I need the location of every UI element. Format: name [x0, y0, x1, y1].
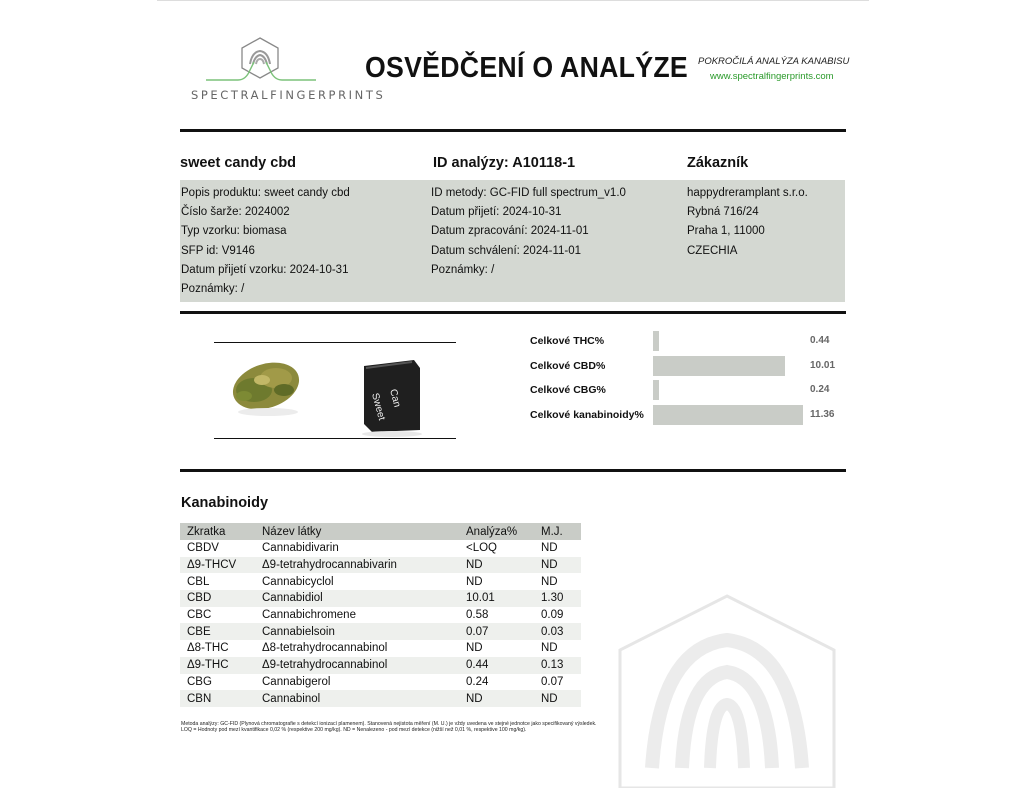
- table-cell: Cannabidiol: [255, 590, 459, 607]
- product-detail-line: Popis produktu: sweet candy cbd: [181, 187, 350, 199]
- cannabinoids-table: [180, 523, 581, 707]
- table-cell: ND: [534, 690, 581, 707]
- table-cell: ND: [541, 542, 558, 555]
- logo-wordmark: SPECTRALFINGERPRINTS: [191, 88, 386, 102]
- table-cell: 0.03: [534, 623, 581, 640]
- page-top-border: [157, 0, 869, 1]
- table-cell: ND: [541, 575, 558, 588]
- table-cell: Δ9-tetrahydrocannabivarin: [255, 557, 459, 574]
- table-cell: 10.01: [459, 590, 534, 607]
- divider-rule: [180, 469, 846, 472]
- footnote-line: LOQ = Hodnoty pod mezí kvantifikace 0,02 % (respektive 200 mg/kg). ND = Nenalezeno - pod mezí detekce (nižší než 0,01 %, respektive 100 mg/kg).: [181, 727, 527, 734]
- table-cell: 1.30: [534, 590, 581, 607]
- table-cell: CBG: [187, 675, 212, 688]
- table-cell: Cannabielsoin: [255, 623, 459, 640]
- divider-rule: [180, 311, 846, 314]
- table-cell: 0.44: [459, 657, 534, 674]
- total-bar: [653, 405, 803, 425]
- table-row: [180, 573, 581, 590]
- table-cell: 0.24: [466, 675, 489, 688]
- table-cell: CBE: [180, 623, 255, 640]
- table-cell: Δ8-tetrahydrocannabinol: [262, 642, 388, 655]
- table-cell: CBDV: [187, 542, 219, 555]
- total-bar: [653, 380, 803, 400]
- column-header: M.J.: [534, 523, 581, 540]
- table-cell: Δ9-tetrahydrocannabinol: [255, 657, 459, 674]
- table-cell: Cannabichromene: [262, 609, 356, 622]
- product-details: [181, 184, 350, 299]
- column-header: Analýza%: [459, 523, 534, 540]
- customer-details: [687, 184, 808, 261]
- analysis-details: [431, 184, 626, 280]
- svg-text:Sweet: Sweet: [369, 391, 387, 422]
- product-detail-line: Datum přijetí vzorku: 2024-10-31: [181, 263, 349, 276]
- table-cell: Δ9-THC: [180, 657, 255, 674]
- analysis-detail-line: Poznámky: /: [431, 263, 495, 276]
- table-row: [180, 540, 581, 557]
- photo-bottom-line: [214, 438, 456, 439]
- analysis-detail-line: Datum zpracování: 2024-11-01: [431, 225, 589, 238]
- table-cell: 0.13: [534, 657, 581, 674]
- table-row: [180, 690, 581, 707]
- tagline: POKROČILÁ ANALÝZA KANABISU: [698, 56, 850, 67]
- document-title: OSVĚDČENÍ O ANALÝZE: [365, 52, 688, 84]
- table-cell: ND: [466, 575, 483, 588]
- total-bar: [653, 356, 803, 376]
- customer-detail-line: happydreramplant s.r.o.: [687, 187, 808, 199]
- table-header-row: [180, 523, 581, 540]
- table-cell: Cannabidivarin: [262, 542, 339, 555]
- method-footnote: [181, 721, 601, 734]
- product-heading: sweet candy cbd: [180, 155, 297, 171]
- footnote-line: Metoda analýzy: GC-FID (Plynová chromatografie s detekcí ionizací plamenem). Stanovená nejistota měření (M. U.) je vždy uvedena ve stejné jednotce jako specifikovaný výsledek.: [181, 721, 597, 727]
- divider-rule: [180, 129, 846, 132]
- table-row: [180, 557, 581, 574]
- total-bar-fill: [653, 380, 659, 400]
- table-cell: 0.09: [541, 609, 564, 622]
- table-cell: <LOQ: [466, 542, 498, 555]
- table-cell: Cannabigerol: [262, 675, 331, 688]
- table-row: [180, 640, 581, 657]
- analysis-detail-line: Datum přijetí: 2024-10-31: [431, 206, 562, 219]
- total-bar: [653, 331, 803, 351]
- customer-detail-line: Praha 1, 11000: [687, 225, 765, 238]
- table-row: [180, 674, 581, 691]
- table-cell: Cannabinol: [255, 690, 459, 707]
- photo-top-line: [214, 342, 456, 343]
- table-cell: 0.07: [459, 623, 534, 640]
- total-value: 0.24: [810, 384, 830, 395]
- total-value: 10.01: [810, 360, 836, 371]
- total-value: 0.44: [810, 335, 830, 346]
- cannabinoids-title: Kanabinoidy: [181, 495, 269, 511]
- table-cell: ND: [534, 557, 581, 574]
- website-link[interactable]: www.spectralfingerprints.com: [710, 71, 834, 82]
- table-row: [180, 607, 581, 624]
- total-label: Celkové CBG%: [530, 384, 606, 396]
- table-cell: ND: [459, 557, 534, 574]
- svg-text:Can: Can: [387, 387, 403, 409]
- total-value: 11.36: [810, 409, 835, 420]
- total-label: Celkové THC%: [530, 335, 605, 347]
- table-row: [180, 623, 581, 640]
- product-detail-line: Typ vzorku: biomasa: [181, 225, 287, 238]
- sample-photo: [214, 344, 456, 438]
- customer-detail-line: CZECHIA: [687, 244, 738, 257]
- table-cell: 0.07: [541, 675, 564, 688]
- table-cell: Cannabicyclol: [262, 575, 334, 588]
- table-row: [180, 657, 581, 674]
- table-row: [180, 590, 581, 607]
- watermark-logo-icon: [612, 588, 842, 788]
- analysis-detail-line: ID metody: GC-FID full spectrum_v1.0: [431, 187, 626, 199]
- table-cell: CBN: [180, 690, 255, 707]
- table-cell: Δ9-THCV: [180, 557, 255, 574]
- total-label: Celkové CBD%: [530, 360, 606, 372]
- product-detail-line: SFP id: V9146: [181, 244, 255, 257]
- column-header: Zkratka: [180, 523, 255, 540]
- product-detail-line: Číslo šarže: 2024002: [181, 206, 290, 219]
- total-bar-fill: [653, 356, 785, 376]
- total-bar-fill: [653, 331, 659, 351]
- total-label: Celkové kanabinoidy%: [530, 409, 644, 421]
- total-bar-fill: [653, 405, 803, 425]
- table-cell: ND: [459, 690, 534, 707]
- table-cell: Δ8-THC: [187, 642, 229, 655]
- table-cell: CBL: [187, 575, 210, 588]
- table-cell: CBC: [187, 609, 212, 622]
- customer-detail-line: Rybná 716/24: [687, 206, 759, 219]
- customer-heading: Zákazník: [687, 155, 749, 171]
- column-header: Název látky: [255, 523, 459, 540]
- analysis-id-heading: ID analýzy: A10118-1: [433, 155, 576, 171]
- product-detail-line: Poznámky: /: [181, 283, 245, 296]
- table-cell: ND: [541, 642, 558, 655]
- analysis-detail-line: Datum schválení: 2024-11-01: [431, 244, 582, 257]
- table-cell: 0.58: [466, 609, 489, 622]
- table-cell: ND: [466, 642, 483, 655]
- table-cell: CBD: [180, 590, 255, 607]
